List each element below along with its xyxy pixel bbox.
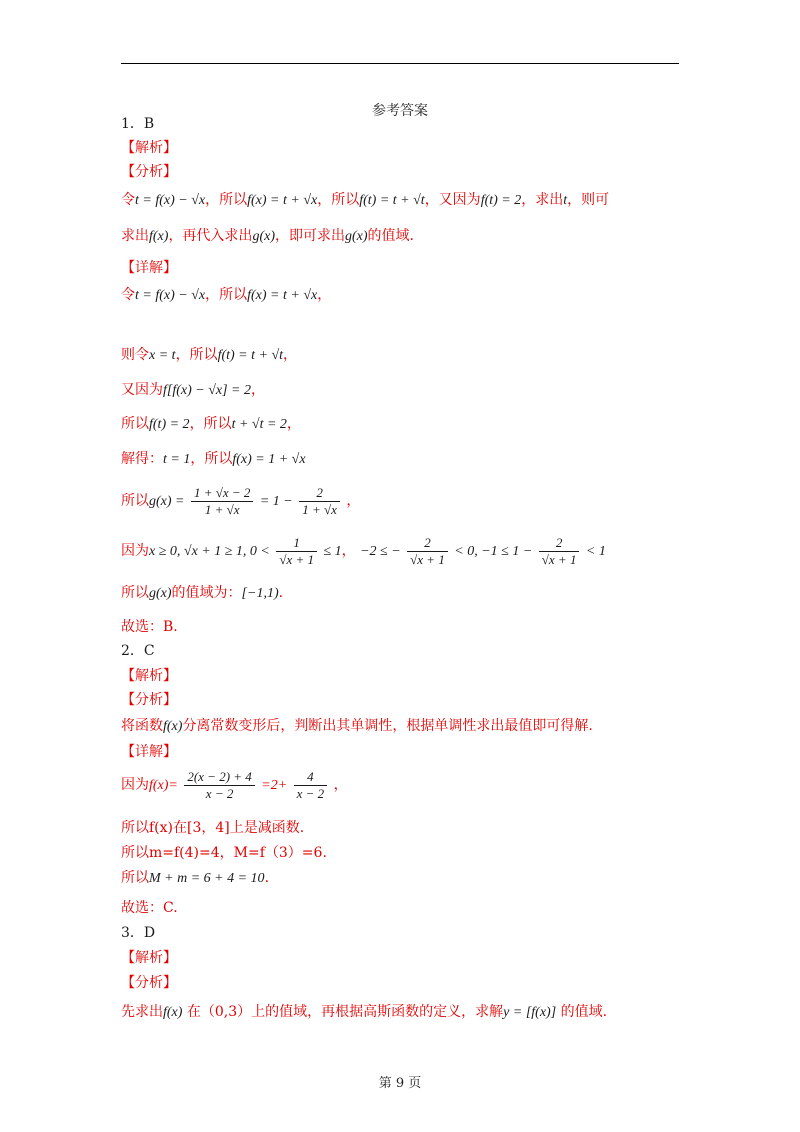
q2-fenxi-line: 将函数f(x)分离常数变形后，判断出其单调性，根据单调性求出最值即可得解. bbox=[121, 718, 593, 734]
header-rule bbox=[121, 63, 679, 64]
q3-fenxi-line: 先求出f(x) 在（0,3）上的值域，再根据高斯函数的定义，求解y = [f(x)] 的值域. bbox=[121, 1004, 608, 1020]
q1-fenxi-line1: 令t = f(x) − √x，所以f(x) = t + √x，所以f(t) = t + √t，又因为f(t) = 2，求出t，则可 bbox=[121, 192, 610, 208]
q3-answer: 3．D bbox=[121, 925, 156, 941]
fraction: $\frac{4}{x - 2}$ bbox=[294, 769, 328, 802]
q1-answer: 1．B bbox=[121, 116, 155, 132]
fraction: $\frac{2(x - 2) + 4}{x - 2}$ bbox=[184, 769, 254, 802]
fraction: $\frac{1 + √x - 2}{1 + √x}$ bbox=[191, 485, 253, 518]
q1-detail-line5: 解得：t = 1，所以f(x) = 1 + √x bbox=[121, 451, 306, 467]
fraction: $\frac{2}{√x + 1}$ bbox=[407, 535, 448, 568]
q2-answer: 2．C bbox=[121, 643, 155, 659]
q2-detail-line1: 因为f(x)= $\frac{2(x - 2) + 4}{x - 2}$ =2+ $\frac{4}{x - 2}$ ， bbox=[121, 768, 348, 801]
page-title: 参考答案 bbox=[372, 103, 428, 119]
q1-fenxi-line2: 求出f(x)，再代入求出g(x)，即可求出g(x)的值域. bbox=[121, 228, 414, 244]
q2-detail-line3: 所以m=f(4)=4，M=f（3）=6. bbox=[121, 845, 327, 861]
q1-detail-line4: 所以f(t) = 2，所以t + √t = 2， bbox=[121, 416, 301, 432]
q1-xiangjie-tag: 【详解】 bbox=[121, 260, 177, 276]
fraction: $\frac{2}{√x + 1}$ bbox=[539, 535, 580, 568]
q3-jiexi-tag: 【解析】 bbox=[121, 950, 177, 966]
q2-detail-line2: 所以f(x)在[3，4]上是减函数. bbox=[121, 820, 305, 836]
q1-jiexi-tag: 【解析】 bbox=[121, 140, 177, 156]
q1-detail-line6: 所以g(x) = $\frac{1 + √x - 2}{1 + √x}$ = 1 − $\frac{2}{1 + √x}$ ， bbox=[121, 484, 361, 517]
q1-detail-line7: 因为x ≥ 0, √x + 1 ≥ 1, 0 < $\frac{1}{√x + 1}$ ≤ 1， −2 ≤ − $\frac{2}{√x + 1}$ < 0, −1 ≤ 1 − $\frac{2}{√x + 1}$ < 1 bbox=[121, 534, 606, 567]
q1-fenxi-tag: 【分析】 bbox=[121, 164, 177, 180]
fraction: $\frac{2}{1 + √x}$ bbox=[299, 485, 340, 518]
q1-detail-line8: 所以g(x)的值域为：[−1,1). bbox=[121, 585, 284, 601]
q3-fenxi-tag: 【分析】 bbox=[121, 975, 177, 991]
page-number: 第 9 页 bbox=[378, 1076, 422, 1091]
q2-jiexi-tag: 【解析】 bbox=[121, 668, 177, 684]
fraction: $\frac{1}{√x + 1}$ bbox=[276, 535, 317, 568]
q1-detail-line1: 令t = f(x) − √x，所以f(x) = t + √x， bbox=[121, 287, 332, 303]
q2-xiangjie-tag: 【详解】 bbox=[121, 744, 177, 760]
q1-detail-line2: 则令x = t，所以f(t) = t + √t， bbox=[121, 347, 298, 363]
q2-fenxi-tag: 【分析】 bbox=[121, 692, 177, 708]
q2-detail-line4: 所以M + m = 6 + 4 = 10. bbox=[121, 870, 270, 886]
q1-detail-line3: 又因为f[f(x) − √x] = 2， bbox=[121, 382, 266, 398]
q2-conclusion: 故选：C. bbox=[121, 900, 178, 916]
q1-conclusion: 故选：B. bbox=[121, 619, 178, 635]
